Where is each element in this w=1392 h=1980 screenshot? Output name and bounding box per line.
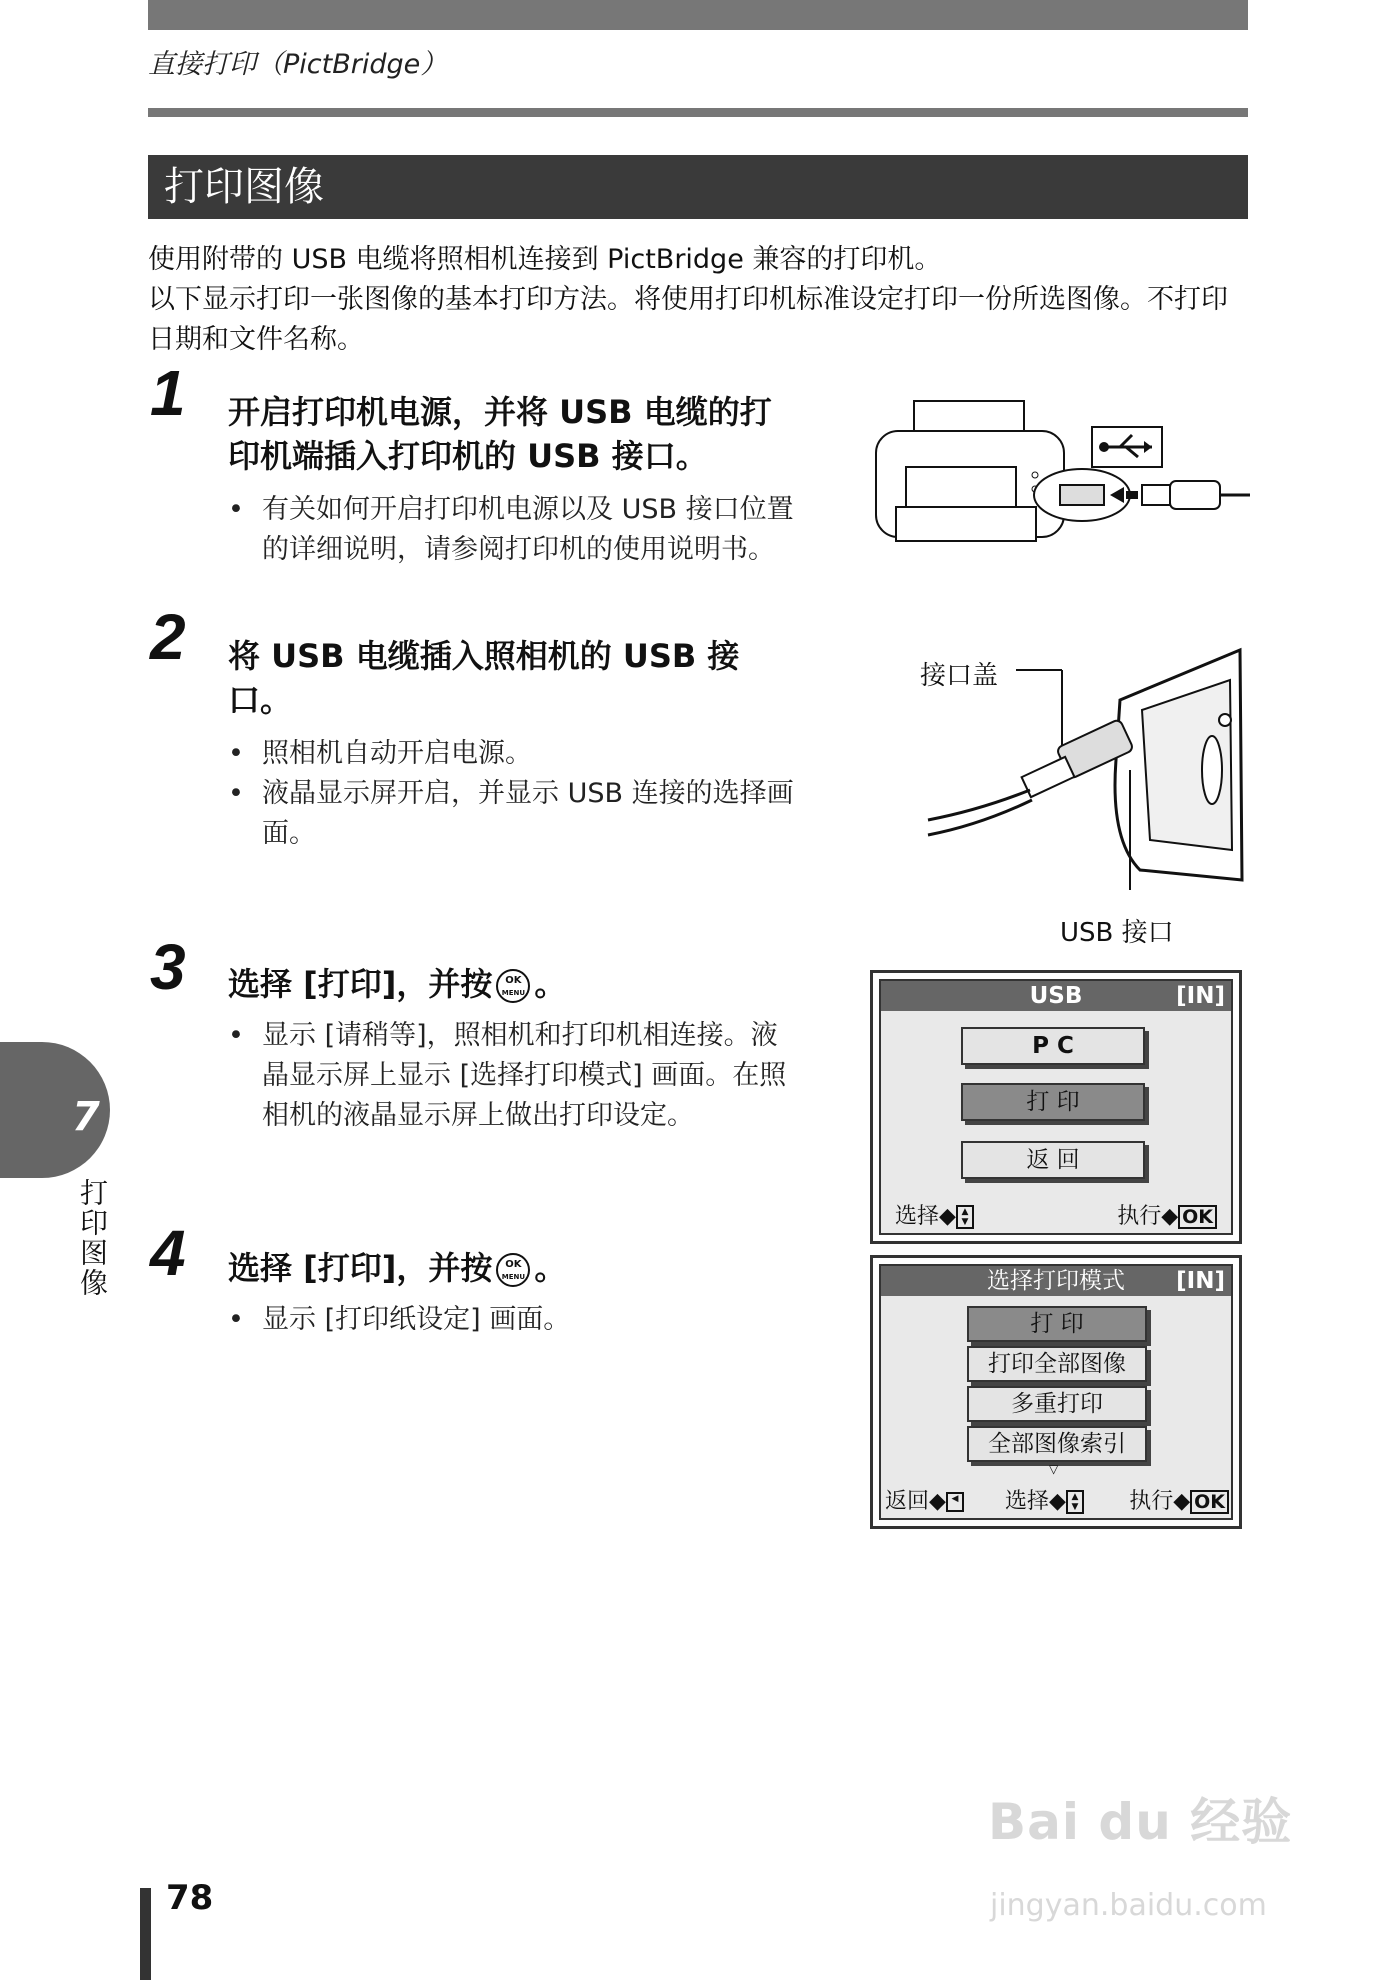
- camera-usb-illustration: [920, 640, 1250, 910]
- lcd-header: [881, 1266, 1231, 1296]
- step-3-title: 选择 [打印]，并按 OK MENU 。: [228, 965, 567, 1003]
- header-bar: [148, 0, 1248, 30]
- arrow-shaft: [1126, 491, 1138, 499]
- lcd-title: 选择打印模式: [987, 1268, 1125, 1294]
- lcd-footer-select: 选择◆ ▲ ▼: [1005, 1484, 1084, 1515]
- step-4-bullet-1: • 显示 [打印纸设定] 画面。: [228, 1300, 802, 1340]
- lcd-footer-execute: 执行◆ OK: [1117, 1199, 1217, 1230]
- lcd-footer-select: 选择◆ ▲ ▼: [895, 1199, 974, 1230]
- section-title: 打印图像: [164, 164, 324, 210]
- step-1-bullet-1: • 有关如何开启打印机电源以及 USB 接口位置的详细说明，请参阅打印机的使用说明书。: [228, 490, 802, 570]
- step-3-title-text: 选择 [打印]，并按: [228, 965, 493, 1003]
- lcd-option-all-index[interactable]: 全部图像索引: [967, 1426, 1147, 1462]
- usb-port-label: USB 接口: [1060, 918, 1174, 948]
- page-number: 78: [166, 1878, 214, 1918]
- lcd-title: USB: [1029, 983, 1083, 1009]
- chapter-number: 7: [72, 1094, 100, 1140]
- scroll-down-icon: ▽: [1049, 1462, 1059, 1476]
- step-1-number: 1: [150, 357, 186, 429]
- lcd-screen-print-mode: [870, 1255, 1242, 1529]
- usb-cable: [928, 790, 1030, 820]
- usb-port: [1060, 485, 1104, 505]
- printer-usb-illustration: [870, 395, 1250, 555]
- lcd-memory-badge: [IN]: [1176, 983, 1225, 1009]
- usb-plug: [1142, 485, 1170, 505]
- step-2-number: 2: [150, 601, 186, 673]
- step-2-bullet-1: • 照相机自动开启电源。: [228, 734, 802, 774]
- lcd-footer-back: 返回◆ ◀: [885, 1484, 964, 1515]
- lcd-option-pc[interactable]: P C: [961, 1027, 1145, 1065]
- lcd-option-multi-print[interactable]: 多重打印: [967, 1386, 1147, 1422]
- printer-output-slot: [906, 467, 1016, 507]
- left-arrow-icon: ◀: [946, 1492, 964, 1512]
- step-4-number: 4: [150, 1217, 186, 1289]
- lcd-option-back[interactable]: 返 回: [961, 1141, 1145, 1179]
- ok-button-icon: OK: [1190, 1490, 1229, 1514]
- step-4-title-text: 选择 [打印]，并按: [228, 1249, 493, 1287]
- lcd-option-print[interactable]: 打 印: [961, 1083, 1145, 1121]
- ok-menu-button-icon: OK MENU: [496, 969, 530, 1003]
- lcd-option-print[interactable]: 打 印: [967, 1306, 1147, 1342]
- port-cover-label: 接口盖: [920, 661, 999, 691]
- intro-line-1: 使用附带的 USB 电缆将照相机连接到 PictBridge 兼容的打印机。: [148, 244, 942, 275]
- camera-strap-eyelet: [1202, 736, 1222, 804]
- running-header-title: 直接打印（PictBridge）: [148, 49, 448, 80]
- camera-screw: [1219, 714, 1231, 726]
- ok-button-icon: OK: [1178, 1205, 1217, 1229]
- step-2-bullet-2: • 液晶显示屏开启，并显示 USB 连接的选择画面。: [228, 774, 802, 854]
- step-3-bullet-1: • 显示 [请稍等]，照相机和打印机相连接。液晶显示屏上显示 [选择打印模式] 画面。在照相机的液晶显示屏上做出打印设定。: [228, 1016, 802, 1136]
- chapter-label: 打印图像: [76, 1178, 109, 1298]
- step-4-title: 选择 [打印]，并按 OK MENU 。: [228, 1249, 567, 1287]
- watermark-brand: Bai du 经验: [988, 1793, 1293, 1851]
- header-rule: [148, 108, 1248, 117]
- lcd-header: [881, 981, 1231, 1011]
- lcd-option-print-all[interactable]: 打印全部图像: [967, 1346, 1147, 1382]
- updown-arrow-icon: ▲ ▼: [956, 1205, 974, 1229]
- lcd-memory-badge: [IN]: [1176, 1268, 1225, 1294]
- intro-line-2: 以下显示打印一张图像的基本打印方法。将使用打印机标准设定打印一份所选图像。不打印日期和文件名称。: [148, 284, 1228, 355]
- footer-bar: [140, 1888, 151, 1980]
- printer-output-tray: [896, 507, 1036, 541]
- updown-arrow-icon: ▲ ▼: [1066, 1490, 1084, 1514]
- step-1-title: 开启打印机电源，并将 USB 电缆的打印机端插入打印机的 USB 接口。: [228, 393, 772, 475]
- lcd-screen-usb: [870, 970, 1242, 1244]
- watermark-url: jingyan.baidu.com: [990, 1888, 1267, 1923]
- step-2-title: 将 USB 电缆插入照相机的 USB 接口。: [228, 637, 740, 719]
- lcd-footer-execute: 执行◆ OK: [1129, 1484, 1229, 1515]
- usb-plug-housing: [1170, 481, 1220, 509]
- step-3-number: 3: [150, 931, 186, 1003]
- ok-menu-button-icon: OK MENU: [496, 1253, 530, 1287]
